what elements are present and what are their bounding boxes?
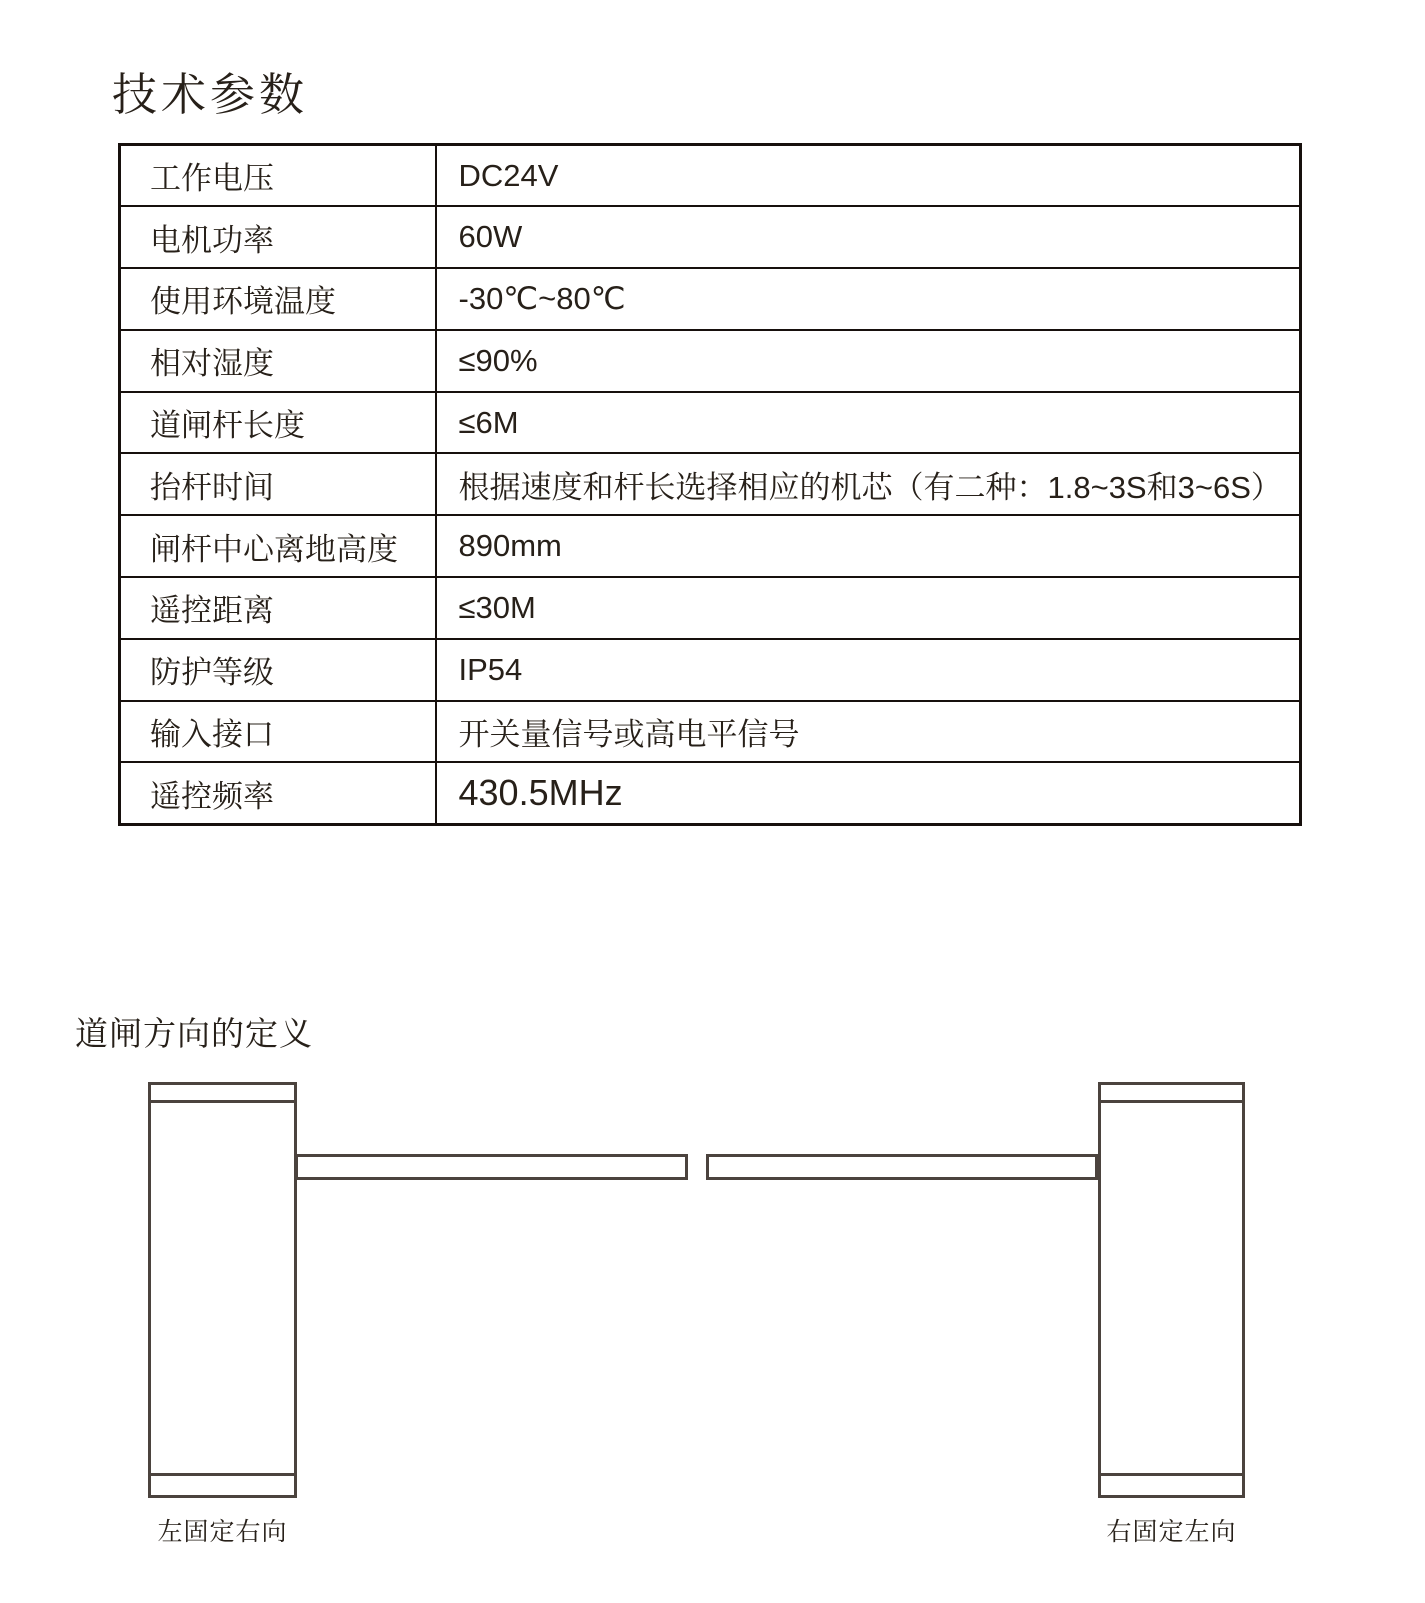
spec-table: [118, 143, 1302, 826]
spec-value: 根据速度和杆长选择相应的机芯（有二种：1.8~3S和3~6S）: [436, 453, 1301, 515]
spec-value: 890mm: [436, 515, 1301, 577]
spec-label: 相对湿度: [120, 330, 436, 392]
spec-value: DC24V: [436, 145, 1301, 207]
spec-row: [120, 762, 1301, 824]
spec-value: 开关量信号或高电平信号: [436, 701, 1301, 763]
spec-row: [120, 639, 1301, 701]
spec-value: -30℃~80℃: [436, 268, 1301, 330]
spec-row: [120, 145, 1301, 207]
right-gate-top-cap-line: [1101, 1100, 1242, 1103]
left-gate-arm: [295, 1154, 688, 1180]
spec-row: [120, 206, 1301, 268]
spec-label: 遥控距离: [120, 577, 436, 639]
spec-label: 抬杆时间: [120, 453, 436, 515]
spec-row: [120, 392, 1301, 454]
spec-label: 防护等级: [120, 639, 436, 701]
spec-row: [120, 515, 1301, 577]
right-gate-cabinet: [1098, 1082, 1245, 1498]
left-gate-label: 左固定右向: [157, 1518, 288, 1546]
right-gate-label: 右固定左向: [1106, 1518, 1237, 1546]
right-gate-bottom-cap-line: [1101, 1473, 1242, 1476]
right-gate-arm: [706, 1154, 1098, 1180]
left-gate-cabinet: [148, 1082, 297, 1498]
spec-row: [120, 701, 1301, 763]
spec-label: 输入接口: [120, 701, 436, 763]
left-gate-top-cap-line: [151, 1100, 294, 1103]
spec-label: 闸杆中心离地高度: [120, 515, 436, 577]
spec-label: 使用环境温度: [120, 268, 436, 330]
spec-value: ≤30M: [436, 577, 1301, 639]
page-title: 技术参数: [112, 69, 309, 120]
spec-value: IP54: [436, 639, 1301, 701]
spec-value: 60W: [436, 206, 1301, 268]
spec-label: 工作电压: [120, 145, 436, 207]
spec-table-body: [120, 145, 1301, 825]
direction-section-heading: 道闸方向的定义: [75, 1015, 313, 1052]
spec-value: 430.5MHz: [436, 762, 1301, 824]
spec-label: 遥控频率: [120, 762, 436, 824]
spec-row: [120, 577, 1301, 639]
spec-value: ≤6M: [436, 392, 1301, 454]
spec-label: 电机功率: [120, 206, 436, 268]
spec-row: [120, 330, 1301, 392]
spec-label: 道闸杆长度: [120, 392, 436, 454]
left-gate-bottom-cap-line: [151, 1473, 294, 1476]
spec-row: [120, 453, 1301, 515]
spec-value: ≤90%: [436, 330, 1301, 392]
spec-row: [120, 268, 1301, 330]
